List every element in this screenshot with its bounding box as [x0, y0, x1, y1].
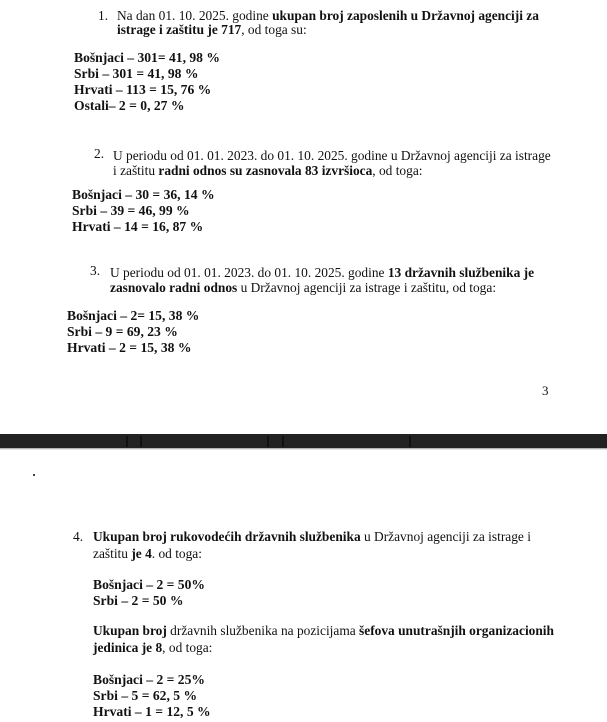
bold-text-run: jedinica je 8 [93, 640, 163, 655]
stat-line: Hrvati – 14 = 16, 87 % [72, 219, 204, 234]
text-run: , od toga su: [241, 22, 307, 37]
bold-text-run: istrage i zaštitu je 717 [117, 22, 242, 37]
item-line-1 [93, 623, 554, 638]
bold-text-run: radni odnos su zasnovala 83 izvršioca [158, 163, 373, 178]
item-line-1 [113, 148, 551, 163]
stat-line: Srbi – 5 = 62, 5 % [93, 688, 198, 703]
scan-speck [33, 474, 35, 476]
divider-shadow [0, 448, 607, 450]
text-run: Na dan 01. 10. 2025. godine [117, 8, 273, 23]
item-number: 1. [98, 8, 109, 23]
stat-line: Bošnjaci – 30 = 36, 14 % [72, 187, 215, 202]
item-line-2 [117, 22, 307, 37]
stat-line: Hrvati – 1 = 12, 5 % [93, 704, 211, 719]
stat-line: Srbi – 2 = 50 % [93, 593, 184, 608]
item-line-1 [110, 265, 534, 280]
text-run: , od toga: [372, 163, 423, 178]
stat-line: Ostali– 2 = 0, 27 % [74, 98, 185, 113]
text-run: državnih službenika na pozicijama [166, 623, 360, 638]
item-line-2 [113, 163, 423, 178]
page-number: 3 [542, 383, 549, 398]
stat-line: Bošnjaci – 2 = 50% [93, 577, 205, 592]
text-run: zaštitu [93, 546, 132, 561]
text-run: U periodu od 01. 01. 2023. do 01. 10. 2025. godine [110, 265, 388, 280]
item-line-2 [93, 640, 212, 655]
page-break-divider [0, 434, 607, 448]
stat-line: Srbi – 9 = 69, 23 % [67, 324, 178, 339]
bold-text-run: je 4 [131, 546, 152, 561]
bold-text-run: 13 državnih službenika je [387, 265, 535, 280]
bold-text-run: zasnovalo radni odnos [110, 280, 238, 295]
item-line-1 [93, 529, 531, 544]
divider-mark [126, 436, 128, 447]
divider-mark [140, 436, 142, 447]
item-number: 2. [94, 146, 105, 161]
bold-text-run: Ukupan broj rukovodećih državnih službenika [93, 529, 361, 544]
item-number: 3. [90, 263, 101, 278]
bold-text-run: šefova unutrašnjih organizacionih [359, 623, 554, 638]
text-run: i zaštitu [113, 163, 159, 178]
stat-line: Hrvati – 2 = 15, 38 % [67, 340, 192, 355]
item-number: 4. [73, 529, 84, 544]
stat-line: Srbi – 301 = 41, 98 % [74, 66, 199, 81]
stat-line: Bošnjaci – 2 = 25% [93, 672, 205, 687]
divider-mark [282, 436, 284, 447]
divider-mark [267, 436, 269, 447]
text-run: u Državnoj agenciji za istrage i [360, 529, 531, 544]
text-run: . od toga: [151, 546, 202, 561]
text-run: u Državnoj agenciji za istrage i zaštitu, od toga: [237, 280, 497, 295]
item-line-2 [93, 546, 202, 561]
stat-line: Bošnjaci – 301= 41, 98 % [74, 50, 220, 65]
text-run: U periodu od 01. 01. 2023. do 01. 10. 2025. godine u Državnoj agenciji za istrage [113, 148, 551, 163]
divider-mark [409, 436, 411, 447]
text-run: , od toga: [162, 640, 213, 655]
item-line-2 [110, 280, 496, 295]
bold-text-run: Ukupan broj [93, 623, 167, 638]
bold-text-run: ukupan broj zaposlenih u Državnoj agenciji za [272, 8, 539, 23]
item-line-1 [117, 8, 539, 23]
stat-line: Srbi – 39 = 46, 99 % [72, 203, 190, 218]
stat-line: Hrvati – 113 = 15, 76 % [74, 82, 212, 97]
stat-line: Bošnjaci – 2= 15, 38 % [67, 308, 200, 323]
